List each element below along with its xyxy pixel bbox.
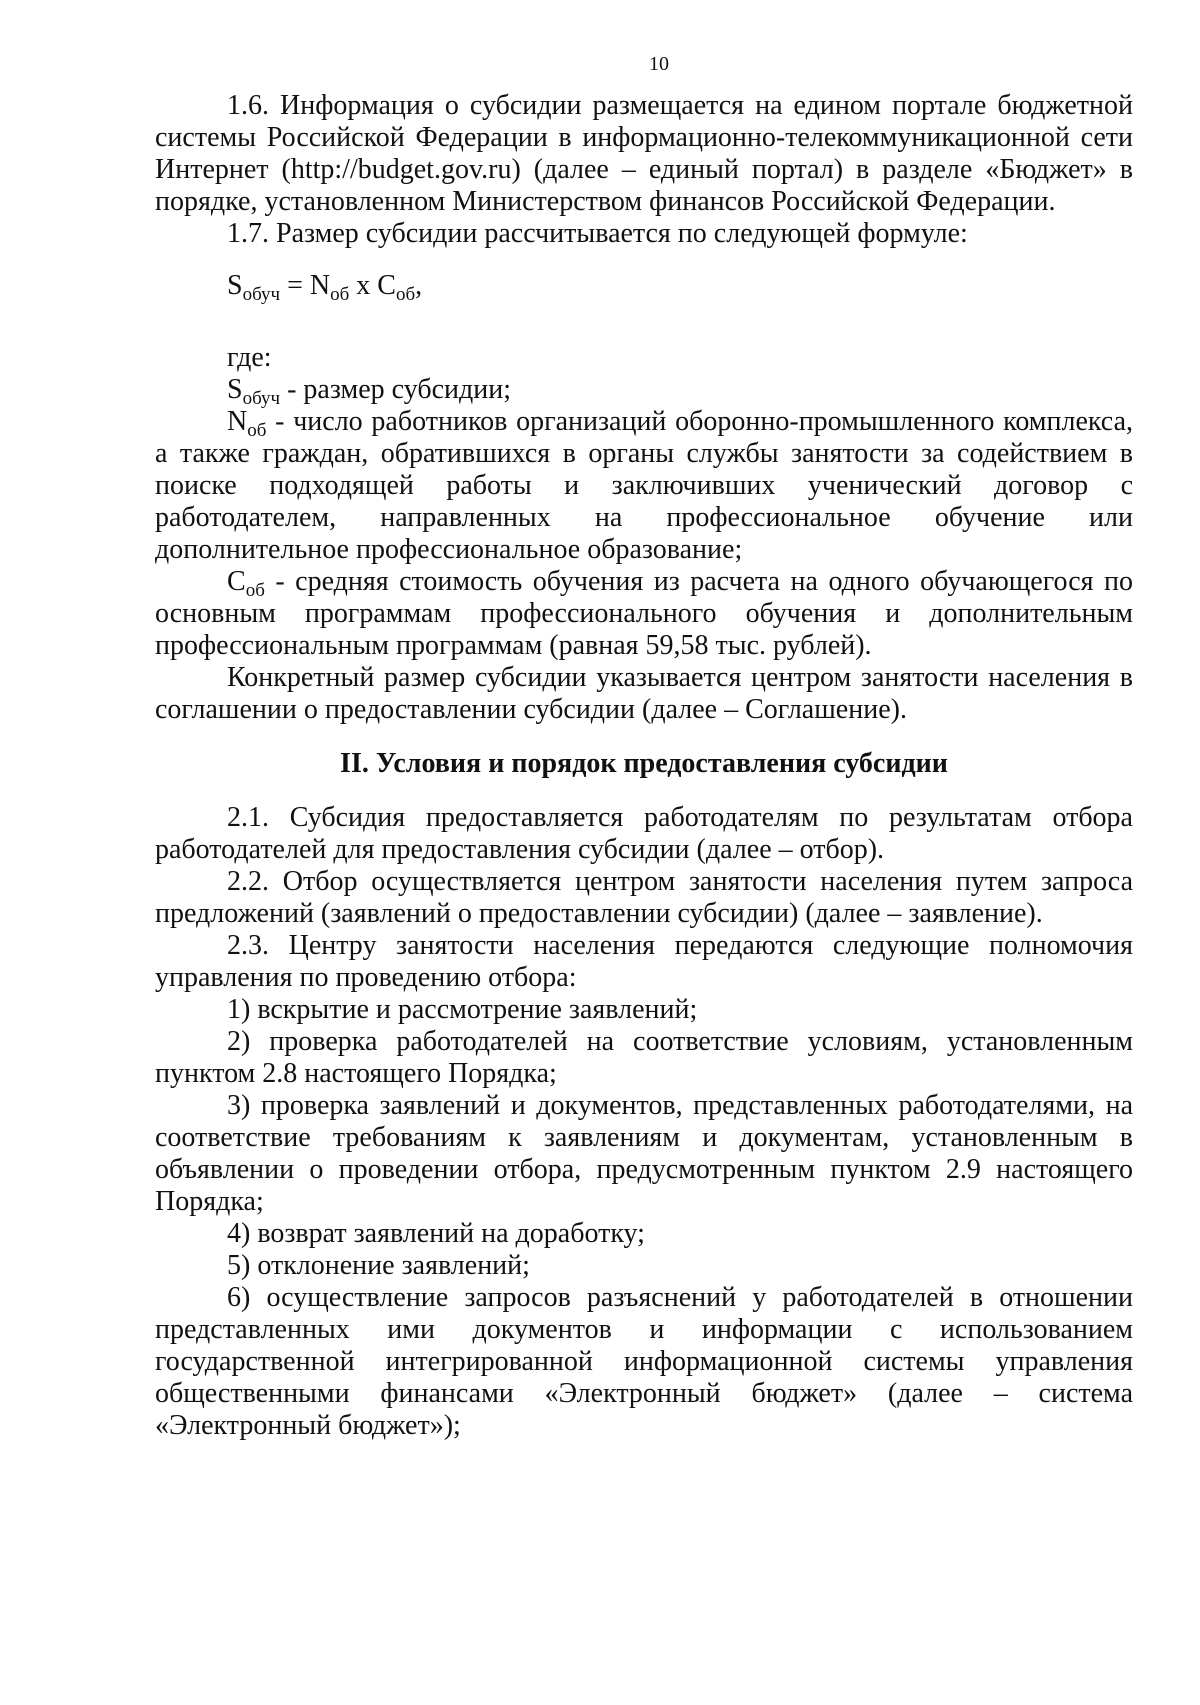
list-item: 2) проверка работодателей на соответствие условиям, установленным пунктом 2.8 настоящего Порядка; [155,1026,1133,1089]
formula-n-subscript: об [330,284,350,305]
formula-end: , [415,270,423,301]
formula-s-symbol: S [227,270,243,301]
list-item: 1) вскрытие и рассмотрение заявлений; [227,994,698,1025]
definition-n-symbol: N [227,406,248,437]
paragraph-1-7: 1.7. Размер субсидии рассчитывается по следующей формуле: [227,218,968,249]
paragraph-2-3: 2.3. Центру занятости населения передаются следующие полномочия управления по проведению отбора: [155,930,1133,993]
list-item: 4) возврат заявлений на доработку; [227,1218,645,1249]
where-label: где: [227,342,272,373]
definition-c [155,566,1133,662]
list-item: 3) проверка заявлений и документов, представленных работодателями, на соответствие требованиям к заявлениям и документам, установленным в объявлении о проведении отбора, предусмотренным пунктом 2.9 настоящего Порядка; [155,1090,1133,1217]
document-page [155,52,1133,1442]
definition-n-subscript: об [247,420,267,441]
definition-s-text: - размер субсидии; [280,374,511,405]
section-heading: II. Условия и порядок предоставления субсидии [340,748,948,779]
paragraph-specific-amount: Конкретный размер субсидии указывается центром занятости населения в соглашении о предоставлении субсидии (далее – Соглашение). [155,662,1133,725]
definition-n [155,406,1133,566]
paragraph-2-2: 2.2. Отбор осуществляется центром занятости населения путем запроса предложений (заявлений о предоставлении субсидии) (далее – заявление). [155,866,1133,929]
definition-s-symbol: S [227,374,243,405]
page-number: 10 [649,53,669,75]
definition-n-text: - число работников организаций оборонно-промышленного комплекса, а также граждан, обратившихся в органы службы занятости за содействием в поиске подходящей работы и заключивших ученический договор с работодателем, направленных на профессиональное обучение или дополнительное профессиональное образование; [155,406,1133,565]
list-item: 6) осуществление запросов разъяснений у работодателей в отношении представленных ими документов и информации с использованием государственной интегрированной информационной системы управления общественными финансами «Электронный бюджет» (далее – система «Электронный бюджет»); [155,1282,1133,1441]
list-item: 5) отклонение заявлений; [227,1250,530,1281]
definition-s [155,374,1133,409]
paragraph-1-6: 1.6. Информация о субсидии размещается на едином портале бюджетной системы Российской Федерации в информационно-телекоммуникационной сети Интернет (http://budget.gov.ru) (далее – единый портал) в разделе «Бюджет» в порядке, установленном Министерством финансов Российской Федерации. [155,90,1133,217]
paragraph-2-1: 2.1. Субсидия предоставляется работодателям по результатам отбора работодателей для предоставления субсидии (далее – отбор). [155,802,1133,865]
definition-c-symbol: C [227,566,246,597]
formula-c-symbol: C [377,270,396,301]
definition-c-subscript: об [245,580,265,601]
formula-s-subscript: обуч [242,284,281,305]
formula-n-symbol: N [309,270,331,301]
formula-times: x [349,270,378,301]
definition-c-text: - средняя стоимость обучения из расчета на одного обучающегося по основным программам профессионального обучения и дополнительным профессиональным программам (равная 59,58 тыс. рублей). [155,566,1133,661]
definition-s-subscript: обуч [242,388,281,409]
formula-equals: = [280,270,310,301]
formula-c-subscript: об [395,284,416,305]
subsidy-formula [155,270,1133,305]
